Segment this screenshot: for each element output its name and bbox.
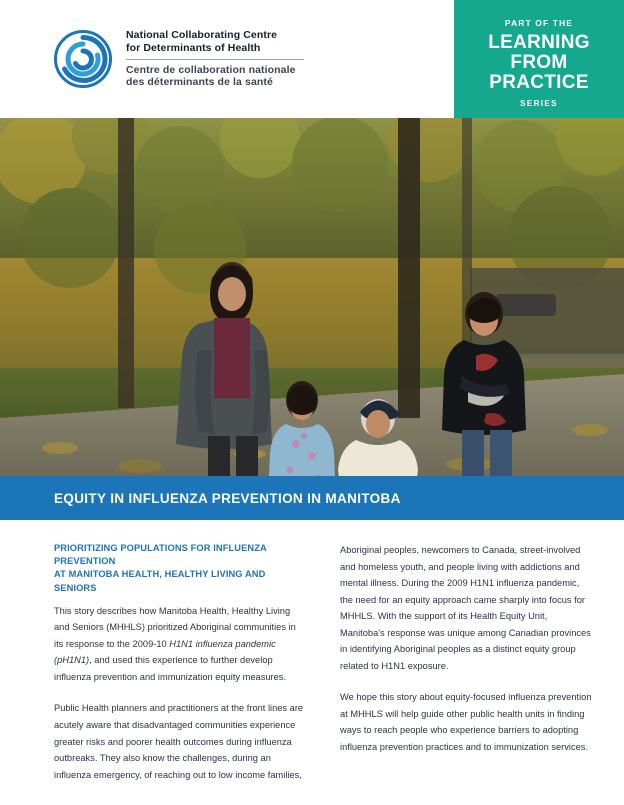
logo-text-en-line2: for Determinants of Health: [126, 41, 261, 54]
left-paragraph-2: Public Health planners and practitioners at the front lines are acutely aware that disadvantaged communities experience greater risks and poorer health outcomes during influenza outbreaks. They also know the challenges, during an influenza emergency, of reaching out to low income families,: [54, 703, 304, 780]
document-header: [0, 0, 624, 118]
lede-line-1: PRIORITIZING POPULATIONS FOR INFLUENZA PREVENTION: [54, 543, 267, 567]
logo-text-fr-line1: Centre de collaboration nationale: [126, 63, 296, 76]
spiral-logo-icon: [54, 30, 112, 88]
badge-part-of-the: PART OF THE: [504, 18, 574, 28]
page-title: EQUITY IN INFLUENZA PREVENTION IN MANITOBA: [54, 490, 401, 506]
article-body: [0, 520, 624, 783]
hero-photo: [0, 118, 624, 476]
right-paragraph-1: Aboriginal peoples, newcomers to Canada, street-involved and homeless youth, and people living with addictions and mental illness. During the 2009 H1N1 influenza pandemic, the need for an equity approach came sharply into focus for MHHLS. With the support of its Health Equity Unit, Manitoba's response was unique among Canadian provinces in identifying Aboriginal peoples as a distinct equity group related to H1N1 exposure.: [340, 545, 591, 671]
series-badge: [454, 0, 624, 118]
logo-text-en-line1: National Collaborating Centre: [126, 28, 278, 41]
lede-line-2: AT MANITOBA HEALTH, HEALTHY LIVING AND SENIORS: [54, 569, 266, 593]
column-right: [340, 542, 592, 783]
logo-divider: [126, 59, 304, 60]
left-p1-part-b: , and used this experience to further develop influenza prevention and immunization equity measures.: [54, 655, 287, 682]
right-paragraph-2: We hope this story about equity-focused influenza prevention at MHHLS will help guide other public health units in finding ways to reach people who experience barriers to adopting influenza prevention practices and to immunization services.: [340, 692, 592, 753]
badge-title-line1: LEARNING: [488, 32, 590, 53]
left-paragraph-1: [54, 603, 306, 686]
section-title-bar: [0, 476, 624, 520]
badge-title-line2: FROM: [510, 52, 568, 74]
left-p1-part-a: This story describes how Manitoba Health, Healthy Living and Seniors (MHHLS) prioritized Aboriginal communities in its response to the 2009-10: [54, 605, 296, 649]
left-p1-italic: H1N1 influenza pandemic (pH1N1): [54, 638, 276, 666]
badge-title-line3: PRACTICE: [489, 72, 589, 94]
badge-series-label: SERIES: [520, 99, 558, 109]
logo-wordmark: [126, 29, 304, 89]
logo-text-fr-line2: des déterminants de la santé: [126, 76, 273, 89]
column-left: [54, 542, 306, 783]
organization-logo: [0, 29, 304, 89]
lede-heading: [54, 542, 306, 595]
